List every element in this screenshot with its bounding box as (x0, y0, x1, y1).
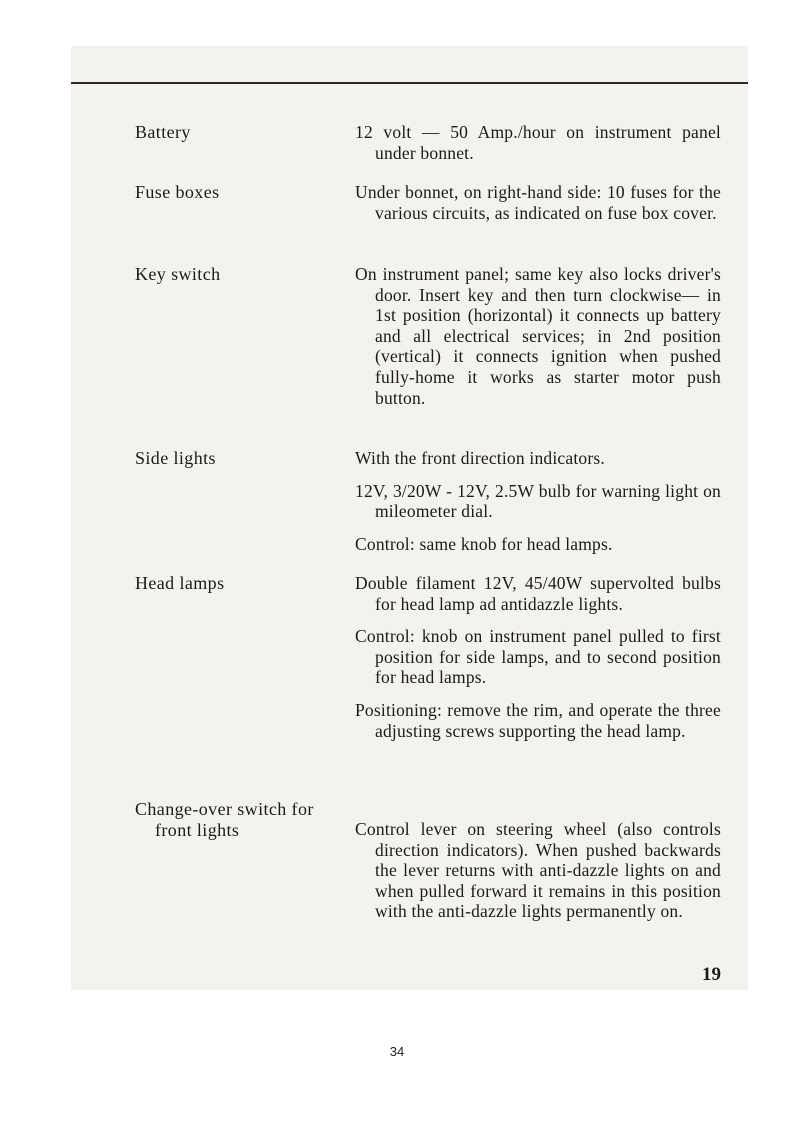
desc-paragraph: 12V, 3/20W - 12V, 2.5W bulb for warning light on mileometer dial. (355, 480, 721, 522)
desc-paragraph: On instrument panel; same key also locks driver's door. Insert key and then turn clockwise— in 1st position (horizontal) it connects up battery and all electrical services; in 2nd position (vertical) it connects ignition when pushed fully-home it works as starter motor push button. (355, 264, 721, 408)
desc-key-switch (355, 264, 721, 420)
desc-battery (355, 122, 721, 175)
desc-paragraph: 12 volt — 50 Amp./hour on instrument panel under bonnet. (355, 122, 721, 163)
desc-fuse-boxes (355, 182, 721, 235)
label-side-lights (135, 448, 345, 469)
scanned-page (71, 46, 748, 990)
label-line: Side lights (135, 448, 216, 468)
scan-page-counter: 34 (389, 1044, 405, 1059)
page-number: 19 (702, 964, 721, 985)
label-change-over-switch (135, 799, 345, 840)
label-line: Fuse boxes (135, 182, 220, 202)
desc-paragraph: Under bonnet, on right-hand side: 10 fuses for the various circuits, as indicated on fuse box cover. (355, 182, 721, 223)
desc-paragraph: Control: knob on instrument panel pulled to first position for side lamps, and to second position for head lamps. (355, 626, 721, 688)
desc-paragraph: Positioning: remove the rim, and operate the three adjusting screws supporting the head lamp. (355, 699, 721, 741)
label-line: Change-over switch for (135, 799, 314, 819)
label-line: Head lamps (135, 573, 225, 593)
label-fuse-boxes (135, 182, 345, 203)
desc-head-lamps (355, 573, 721, 753)
desc-side-lights (355, 448, 721, 566)
label-line: Key switch (135, 264, 221, 284)
desc-paragraph: Control: same knob for head lamps. (355, 533, 613, 554)
desc-paragraph: Double filament 12V, 45/40W supervolted bulbs for head lamp ad antidazzle lights. (355, 573, 721, 614)
label-line: Battery (135, 122, 191, 142)
desc-paragraph: With the front direction indicators. (355, 448, 605, 468)
label-battery (135, 122, 345, 143)
label-head-lamps (135, 573, 345, 594)
top-rule (71, 82, 748, 84)
desc-change-over-switch (355, 819, 721, 934)
label-key-switch (135, 264, 345, 285)
desc-paragraph: Control lever on steering wheel (also controls direction indicators). When pushed backwards the lever returns with anti-dazzle lights on and when pulled forward it remains in this position with the anti-dazzle lights permanently on. (355, 819, 721, 922)
label-line: front lights (155, 819, 240, 840)
